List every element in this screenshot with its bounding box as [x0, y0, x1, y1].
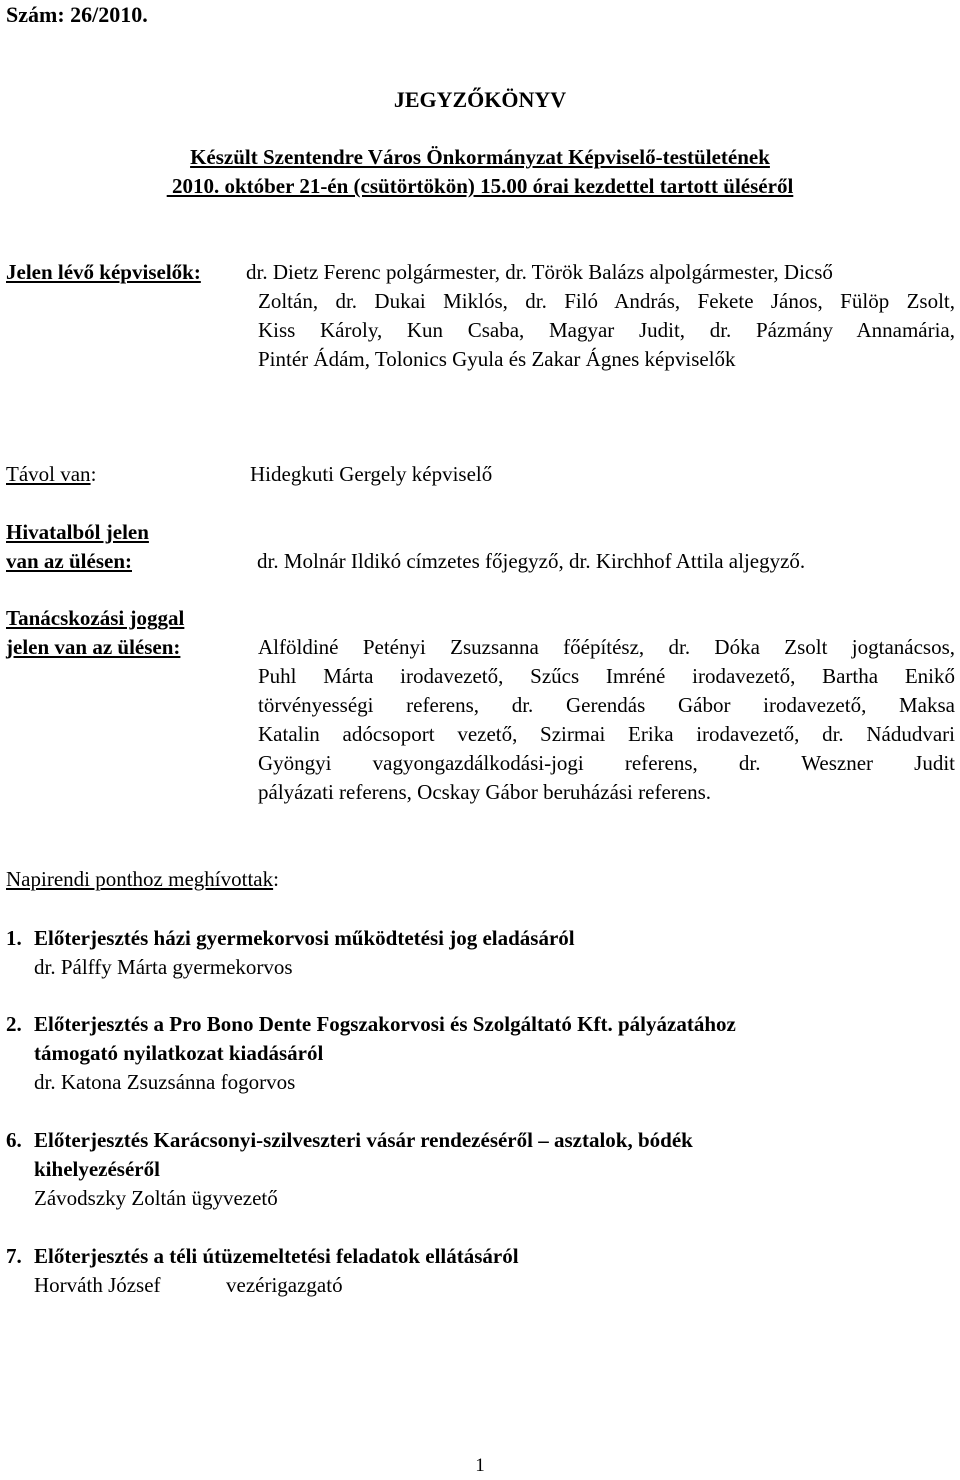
- subtitle-line-1: Készült Szentendre Város Önkormányzat Képviselő-testületének: [190, 145, 770, 169]
- absent-label-row: [6, 462, 96, 487]
- subtitle-line-2: 2010. október 21-én (csütörtökön) 15.00 órai kezdettel tartott üléséről: [166, 174, 794, 198]
- document-number: Szám: 26/2010.: [6, 2, 148, 27]
- present-label: Jelen lévő képviselők:: [6, 260, 201, 284]
- agenda-2-title-line-2: támogató nyilatkozat kiadásáról: [34, 1041, 324, 1065]
- agenda-6-title-line-2: kihelyezéséről: [34, 1157, 160, 1181]
- invited-label-row: [6, 867, 279, 892]
- invited-colon: :: [273, 867, 279, 891]
- present-line-2: Zoltán, dr. Dukai Miklós, dr. Filó András, Fekete János, Fülöp Zsolt,: [258, 289, 955, 313]
- agenda-6-title-line-1: Előterjesztés Karácsonyi-szilveszteri vásár rendezéséről – asztalok, bódék: [34, 1128, 693, 1152]
- agenda-7-person-name: Horváth József: [34, 1273, 161, 1297]
- page-number: 1: [475, 1455, 485, 1476]
- agenda-2-title-line-1: Előterjesztés a Pro Bono Dente Fogszakorvosi és Szolgáltató Kft. pályázatához: [34, 1012, 736, 1036]
- agenda-1-number: 1.: [6, 926, 22, 950]
- advisory-line-1: Alföldiné Petényi Zsuzsanna főépítész, dr. Dóka Zsolt jogtanácsos,: [258, 635, 955, 659]
- absent-colon: :: [90, 462, 97, 486]
- agenda-6-person: Závodszky Zoltán ügyvezető: [34, 1186, 278, 1210]
- official-label-line-2: van az ülésen:: [6, 549, 132, 573]
- agenda-7-title: Előterjesztés a téli útüzemeltetési feladatok ellátásáról: [34, 1244, 519, 1268]
- invited-label: Napirendi ponthoz meghívottak: [6, 867, 274, 891]
- agenda-1-person: dr. Pálffy Márta gyermekorvos: [34, 955, 293, 979]
- official-label-line-1: Hivatalból jelen: [6, 520, 149, 544]
- absent-value: Hidegkuti Gergely képviselő: [250, 462, 493, 486]
- agenda-7-person-role: vezérigazgató: [226, 1273, 343, 1297]
- document-title: JEGYZŐKÖNYV: [393, 87, 567, 112]
- present-line-4: Pintér Ádám, Tolonics Gyula és Zakar Ágnes képviselők: [258, 347, 736, 371]
- agenda-1-title: Előterjesztés házi gyermekorvosi működtetési jog eladásáról: [34, 926, 575, 950]
- present-line-3: Kiss Károly, Kun Csaba, Magyar Judit, dr. Pázmány Annamária,: [258, 318, 955, 342]
- agenda-6-number: 6.: [6, 1128, 22, 1152]
- absent-label: Távol van: [6, 462, 91, 486]
- agenda-7-number: 7.: [6, 1244, 22, 1268]
- advisory-label-line-2: jelen van az ülésen:: [6, 635, 181, 659]
- agenda-2-number: 2.: [6, 1012, 22, 1036]
- advisory-line-2: Puhl Márta irodavezető, Szűcs Imréné irodavezető, Bartha Enikő: [258, 664, 955, 688]
- present-line-1: dr. Dietz Ferenc polgármester, dr. Török Balázs alpolgármester, Dicső: [246, 260, 833, 284]
- advisory-line-4: Katalin adócsoport vezető, Szirmai Erika irodavezető, dr. Nádudvari: [258, 722, 955, 746]
- official-value: dr. Molnár Ildikó címzetes főjegyző, dr. Kirchhof Attila aljegyző.: [257, 549, 806, 573]
- advisory-line-5: Gyöngyi vagyongazdálkodási-jogi referens, dr. Weszner Judit: [258, 751, 955, 775]
- advisory-label-line-1: Tanácskozási joggal: [6, 606, 185, 630]
- agenda-2-person: dr. Katona Zsuzsánna fogorvos: [34, 1070, 296, 1094]
- advisory-line-3: törvényességi referens, dr. Gerendás Gábor irodavezető, Maksa: [258, 693, 955, 717]
- advisory-line-6: pályázati referens, Ocskay Gábor beruházási referens.: [258, 780, 712, 804]
